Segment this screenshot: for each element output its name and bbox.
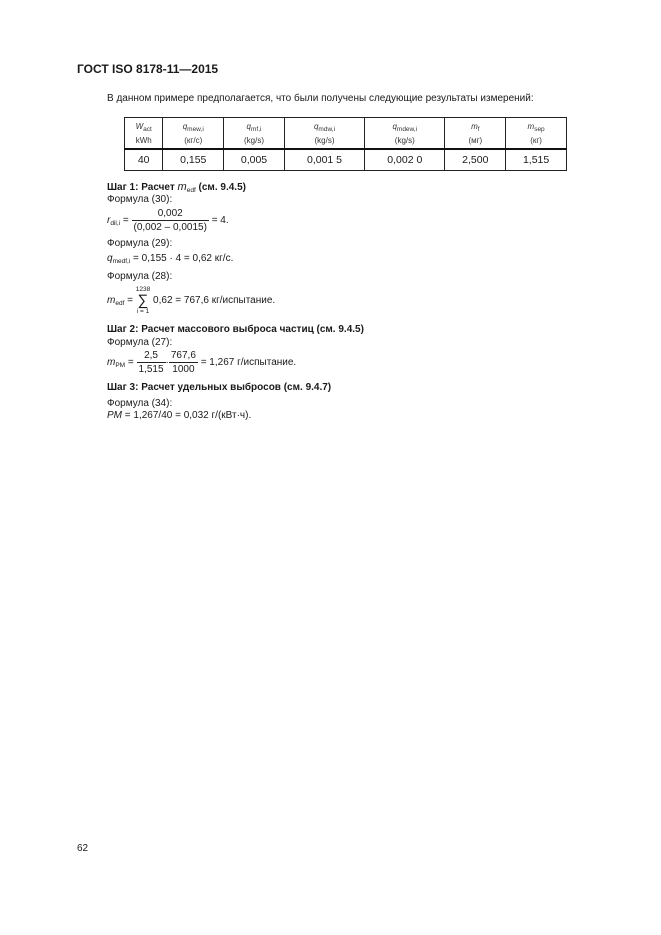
col-header-m-f: $m_f$ (мг) bbox=[445, 118, 506, 150]
col-header-q-mdew: $q_{mdew,i}$ (kg/s) bbox=[365, 118, 445, 150]
table-header-row bbox=[125, 118, 567, 150]
table-row bbox=[125, 149, 567, 171]
formula-34-label: Формула (34): bbox=[107, 398, 173, 409]
col-header-w-act: $W_{act}$ kWh bbox=[125, 118, 163, 150]
formula-27-label: Формула (27): bbox=[107, 337, 173, 348]
formula-27: $m_{PM}$ = $\frac{2,5}{1,515}$ · $\frac{767,6}{1000}$ = 1,267 г/испытание. bbox=[107, 350, 297, 375]
cell-w-act: 40 bbox=[125, 149, 163, 171]
sum-symbol: 1238 ∑ i = 1 bbox=[135, 286, 151, 315]
cell-m-sep: 1,515 bbox=[506, 149, 567, 171]
col-header-m-sep: $m_{sep}$ (кг) bbox=[506, 118, 567, 150]
formula-29: $q_{medf,i} = 0,155 \cdot 4 = 0,62$ кг/с. bbox=[107, 253, 234, 265]
cell-q-mew: 0,155 bbox=[163, 149, 224, 171]
step1-heading: Шаг 1: Расчет $m_{edf}$ (см. 9.4.5) bbox=[107, 181, 246, 194]
formula-29-label: Формула (29): bbox=[107, 238, 173, 249]
cell-q-mf: 0,005 bbox=[224, 149, 285, 171]
col-header-q-mew: $q_{mew,i}$ (кг/с) bbox=[163, 118, 224, 150]
formula-30: $r_{dil,i}$ = $\frac{0,002}{(0,002 - 0,0015)}$ = 4. bbox=[107, 208, 229, 233]
step2-heading: Шаг 2: Расчет массового выброса частиц (см. 9.4.5) bbox=[107, 324, 364, 335]
intro-text: В данном примере предполагается, что были получены следующие результаты измерений: bbox=[107, 93, 534, 104]
document-title: ГОСТ ISO 8178-11—2015 bbox=[77, 62, 219, 76]
col-header-q-mdw: $q_{mdw,i}$ (kg/s) bbox=[284, 118, 364, 150]
cell-m-f: 2,500 bbox=[445, 149, 506, 171]
step3-heading: Шаг 3: Расчет удельных выбросов (см. 9.4.7) bbox=[107, 382, 332, 393]
cell-q-mdew: 0,002 0 bbox=[365, 149, 445, 171]
formula-28: $m_{edf} = 1238$ ∑ i = 1 0,62 = 767,6 кг/испытание. bbox=[107, 286, 276, 315]
cell-q-mdw: 0,001 5 bbox=[284, 149, 364, 171]
measurement-results-table bbox=[124, 117, 567, 171]
formula-30-label: Формула (30): bbox=[107, 194, 173, 205]
formula-34: PM = 1,267/40 = 0,032 г/(кВт·ч). bbox=[107, 410, 252, 421]
col-header-q-mf: $q_{mf,i}$ (kg/s) bbox=[224, 118, 285, 150]
page-number: 62 bbox=[77, 843, 89, 854]
formula-28-label: Формула (28): bbox=[107, 271, 173, 282]
